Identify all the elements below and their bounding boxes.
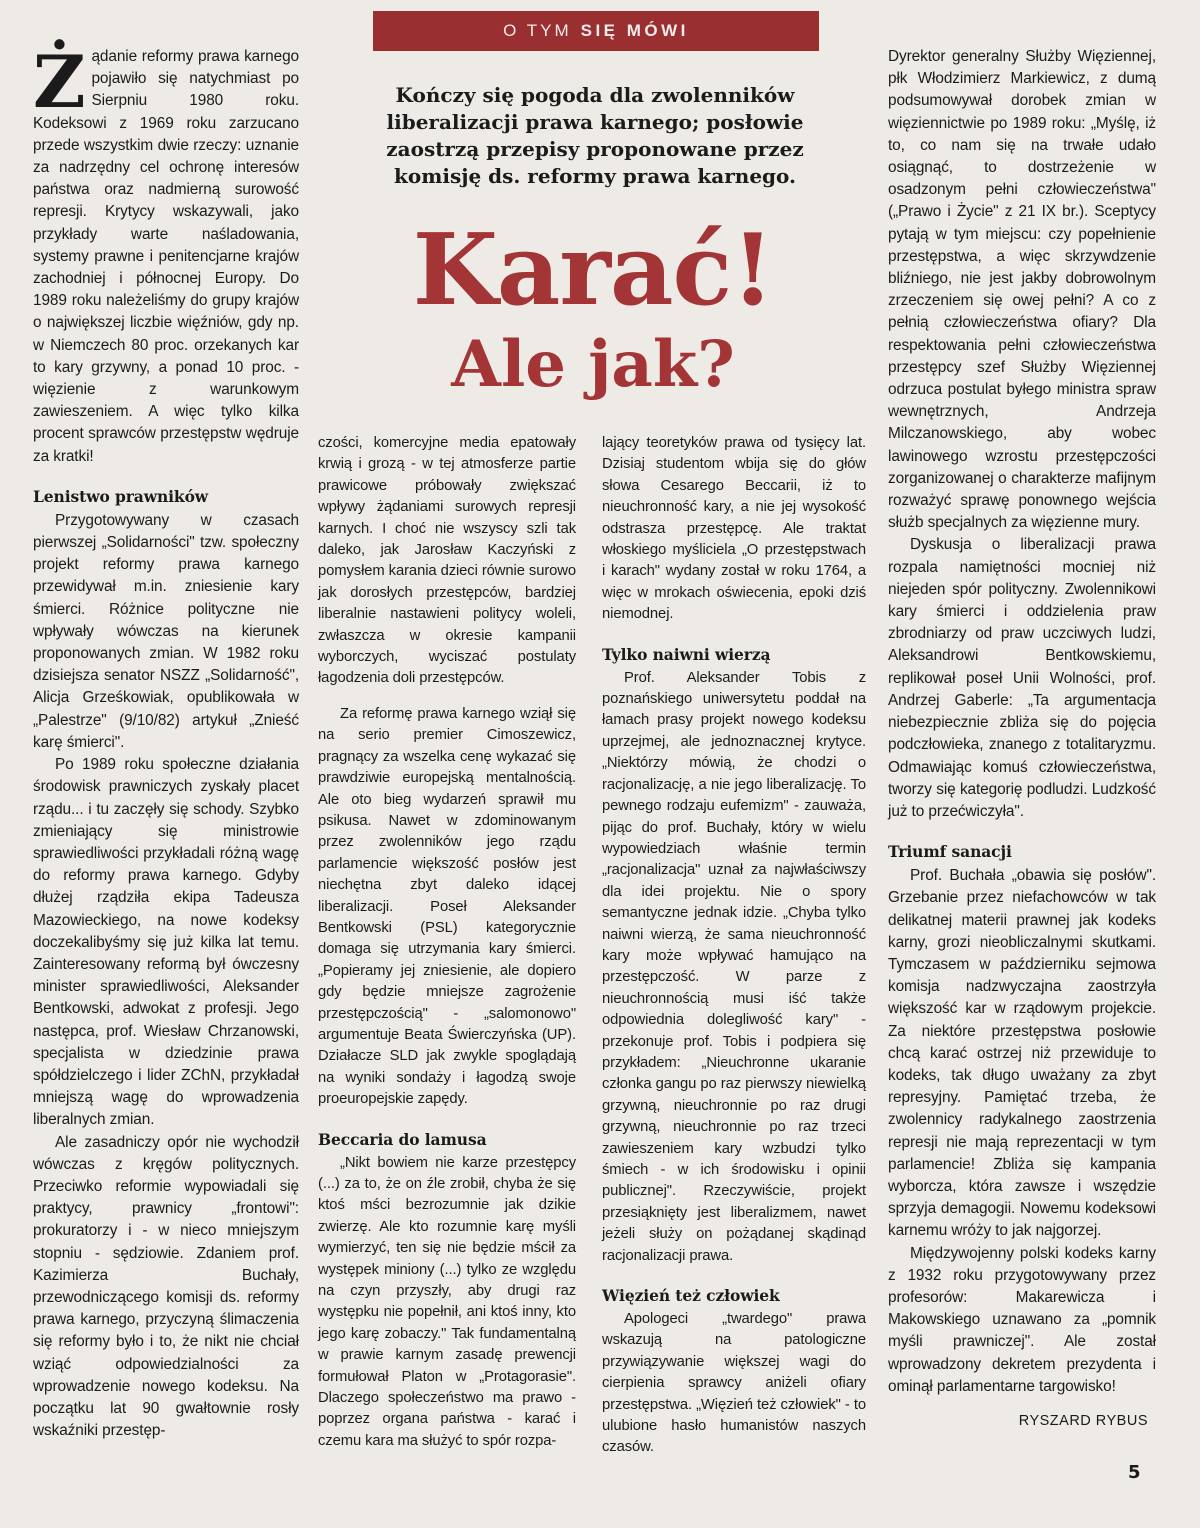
paragraph: czości, komercyjne media epatowały krwią i grozą - w tej atmosferze partie prawicowe próbowały zwiększać wpływy żądaniami surowych represji karnych. I choć nie wszyscy szli tak daleko, jak Jarosław Kaczyński z pomysłem karania dzieci równie surowo jak dorosłych przestępców, bardziej liberalnie nastawieni politycy woleli, zwłaszcza w okresie kampanii wyborczych, wyciszać postulaty łagodzenia doli przestępców.	[318, 435, 576, 687]
opening-paragraph	[33, 39, 299, 468]
opening-paragraph-text: ądanie reformy prawa karnego pojawiło się natychmiast po Sierpniu 1980 roku. Kodeksowi z 1969 roku zarzucano przede wszystkim dwie rzeczy: uznanie za nadrzędny cel ochronę interesów państwa oraz nadmierną surowość represji. Krytycy wskazywali, jako przykłady warte naśladowania, systemy prawne i penitencjarne krajów zachodniej i północnej Europy. Do 1989 roku należeliśmy do grupy krajów o największej liczbie więźniów, gdy np. w Niemczech 80 proc. orzekanych kar to kary grzywny, a ponad 10 proc. - więzienie z warunkowym zawieszeniem. A więc tylko kilka procent sprawców przestępstw wędruje za kratki!	[33, 48, 299, 465]
paragraph: Międzywojenny polski kodeks karny z 1932 roku przygotowywany przez profesorów: Makarewicza i Makowskiego uznawano za „pomnik myśli prawniczej". Ale został wprowadzony dekretem prezydenta i ominął parlamentarne targowisko!	[888, 1244, 1156, 1395]
subheading-naiwni: Tylko naiwni wierzą	[602, 644, 771, 664]
article-headline	[318, 213, 868, 404]
paragraph: Za reformę prawa karnego wziął się na serio premier Cimoszewicz, pragnący za wszelka cenę wykazać się prawdziwie europejską mentalnością. Ale oto bieg wydarzeń sprawił mu psikusa. Nawet w zdominowanym przez zwolenników jego rządu parlamencie większość posłów jest niechętna zbyt daleko idącej liberalizacji. Poseł Aleksander Bentkowski (PSL) kategorycznie domaga się utrzymania kary śmierci. „Popieramy jej zniesienie, ale dopiero gdy będzie mniejsze zagrożenie przestępczością" - „salomonowo" argumentuje Beata Świerczyńska (UP). Działacze SLD jak zwykle spoglądają na wyniki sondaży i łagodzą swoje proeuropejskie zapędy.	[318, 705, 576, 1108]
author-byline: RYSZARD RYBUS	[1018, 1413, 1148, 1429]
paragraph: Dyskusja o liberalizacji prawa rozpala namiętności mocniej niż niejeden spór polityczny. Zwolennikowi kary śmierci i oddzielenia praw zbrodniarzy od praw uczciwych ludzi, Aleksandrowi Bentkowskiemu, replikował poseł Unii Wolności, prof. Andrzej Gaberle: „Ta argumentacja niebezpiecznie zbliża się do pojęcia podczłowieka, znanego z totalitaryzmu. Odmawiając komuś człowieczeństwa, tworzy się kategorię podludzi. Ludzkość już to przećwiczyła".	[888, 536, 1156, 820]
paragraph: Po 1989 roku społeczne działania środowisk prawniczych zyskały placet rządu... i tu zaczęły się schody. Szybko zmieniający się ministrowie sprawiedliwości przykładali różną wagę do reformy prawa karnego. Gdyby dłużej rządziła ekipa Tadeusza Mazowieckiego, na nowe kodeksy doczekalibyśmy się już kilka lat temu. Zainteresowany reformą był ówczesny minister sprawiedliwości, Aleksander Bentkowski, adwokat z profesji. Jego następca, prof. Wiesław Chrzanowski, specjalista w dziedzinie prawa spółdzielczego i lider ZChN, przykładał mniejszą wagę do wprowadzenia liberalnych zmian.	[33, 756, 299, 1129]
text-column-1	[33, 39, 299, 1442]
paragraph: „Nikt bowiem nie karze przestępcy (...) za to, że on źle zrobił, chyba że się ktoś mści bezrozumnie jak dzikie zwierzę. Ale kto rozumnie karę myśli wymierzyć, ten się nie będzie mścił za występek miniony (...) tylko ze względu na czyn przyszły, aby drugi raz występku nie popełnił, ani ktoś inny, kto jego karę zobaczy." Tak fundamentalną w prawie karnym zasadę prewencji formułował Platon w „Protagorasie". Dlaczego społeczeństwo ma prawo - poprzez organa państwa - karać i czemu kara ma służyć to spór rozpa-	[318, 1154, 576, 1449]
section-rubric	[373, 11, 819, 51]
subheading-beccaria: Beccaria do lamusa	[318, 1129, 487, 1149]
subheading-lenistwo: Lenistwo prawników	[33, 486, 209, 506]
page-number: 5	[1128, 1462, 1141, 1483]
text-column-4	[888, 46, 1156, 1398]
rubric-part-1: O TYM	[503, 21, 572, 40]
text-column-3	[602, 433, 866, 1459]
paragraph: Prof. Aleksander Tobis z poznańskiego uniwersytetu poddał na łamach prasy projekt nowego kodeksu uprzejmej, ale jednoznacznej krytyce. „Niektórzy mówią, że chodzi o racjonalizację, a nie jego liberalizację. To pewnego rodzaju eufemizm" - zauważa, pijąc do prof. Buchały, który w wielu wypowiedziach właśnie termin „racjonalizacja" uznał za najwłaściwszy dla idei projektu. Nie o spory semantyczne jednak idzie. „Chyba tylko naiwni wierzą, że sama nieuchronność kary może wpływać hamująco na przestępczość. W parze z nieuchronnością musi iść także odpowiednia dolegliwość kary" - przekonuje prof. Tobis i podpiera się przykładem: „Nieuchronne ukaranie członka gangu po raz pierwszy niewielką grzywną, nieuchronnie po raz drugi grzywną, nieuchronnie po raz trzeci zawieszeniem kary wzbudzi tylko śmiech - w ich środowisku i opinii publicznej". Rzeczywiście, projekt przesiąknięty jest liberalizmem, nawet jeżeli służy on pożądanej skądinąd racjonalizacji prawa.	[602, 669, 866, 1264]
paragraph: Prof. Buchała „obawia się posłów". Grzebanie przez niefachowców w tak delikatnej materii prawnej jak kodeks karny, grozi nieobliczalnymi skutkami. Tymczasem w październiku sejmowa komisja nadzwyczajna zaostrzyła większość kar w rządowym projekcie. Za niektóre przestępstwa posłowie chcą karać ostrzej niż przewiduje to kodeks, tak długo uważany za zbyt represyjny. Pamiętać trzeba, że zwolennicy radykalnego zaostrzenia represji nie mają reprezentacji w tym parlamencie! Zbliża się kampania wyborcza, która zawsze i wszędzie sprzyja demagogii. Nowemu kodeksowi karnemu wróży to jak najgorzej.	[888, 867, 1156, 1240]
headline-line-2: Ale jak?	[451, 327, 735, 402]
drop-cap: Ż	[33, 39, 86, 124]
subheading-wiezien: Więzień też człowiek	[602, 1286, 780, 1306]
paragraph: Ale zasadniczy opór nie wychodził wówczas z kręgów politycznych. Przeciwko reformie wypowiadali się praktycy, prawnicy „frontowi": prokuratorzy i - w nieco mniejszym stopniu - sędziowie. Zdaniem prof. Kazimierza Buchały, przewodniczącego komisji ds. reformy prawa karnego, przyczyną ślimaczenia się reformy było i to, że nikt nie chciał wziąć odpowiedzialności za wprowadzenie nowego kodeksu. Na początku lat 90 gwałtownie rosły wskaźniki przestęp-	[33, 1133, 299, 1440]
rubric-part-2: SIĘ MÓWI	[580, 21, 689, 40]
paragraph: Dyrektor generalny Służby Więziennej, płk Włodzimierz Markiewicz, z dumą podsumowywał dorobek zmian w więziennictwie po 1989 roku: „Myślę, iż to, co nam się na trwałe udało osiągnąć, to dostrzeżenie w osadzonym pełni człowieczeństwa" („Prawo i Życie" z 21 IX br.). Sceptycy pytają w tym miejscu: czy popełnienie przestępstwa, a więc skrzywdzenie bliźniego, nie jest jakby dobrowolnym zrzeczeniem się owej pełni? A co z pełnią człowieczeństwa ofiary? Dla respektowania pełni człowieczeństwa przestępcy szef Służby Więziennej odrzuca postulat byłego ministra spraw wewnętrznych, Andrzeja Milczanowskiego, aby wobec lawinowego wzrostu przestępczości zorganizowanej o charakterze mafijnym rozważyć sprawę ponownego wejścia służb specjalnych za więzienne mury.	[888, 48, 1156, 532]
text-column-2	[318, 433, 576, 1452]
article-lead: Kończy się pogoda dla zwolenników liberalizacji prawa karnego; posłowie zaostrzą przepisy proponowane przez komisję ds. reformy prawa karnego.	[386, 83, 804, 188]
headline-line-1: Karać!	[412, 213, 774, 328]
subheading-triumf: Triumf sanacji	[888, 842, 1012, 862]
paragraph: Przygotowywany w czasach pierwszej „Solidarności" tzw. społeczny projekt reformy prawa karnego przewidywał m.in. zniesienie kary śmierci. Różnice polityczne nie wpływały wówczas na kierunek proponowanych zmian. W 1982 roku dzisiejsza senator NSZZ „Solidarność", Alicja Grześkowiak, opublikowała w „Palestrze" (9/10/82) artykuł „Znieść karę śmierci".	[33, 511, 299, 751]
paragraph: lający teoretyków prawa od tysięcy lat. Dzisiaj studentom wbija się do głów słowa Cesarego Beccarii, iż to nieuchronność kary, a nie jej wysokość odstrasza przestępcę. Ale traktat włoskiego myśliciela „O przestępstwach i karach" wydany został w roku 1764, a więc w mrokach oświecenia, epoki dziś niemodnej.	[602, 435, 866, 623]
paragraph: Apologeci „twardego" prawa wskazują na patologiczne przywiązywanie większej wagi do cierpienia sprawcy aniżeli ofiary przestępstwa. „Więzień też człowiek" - to ulubione hasło humanistów naszych czasów.	[602, 1311, 866, 1456]
